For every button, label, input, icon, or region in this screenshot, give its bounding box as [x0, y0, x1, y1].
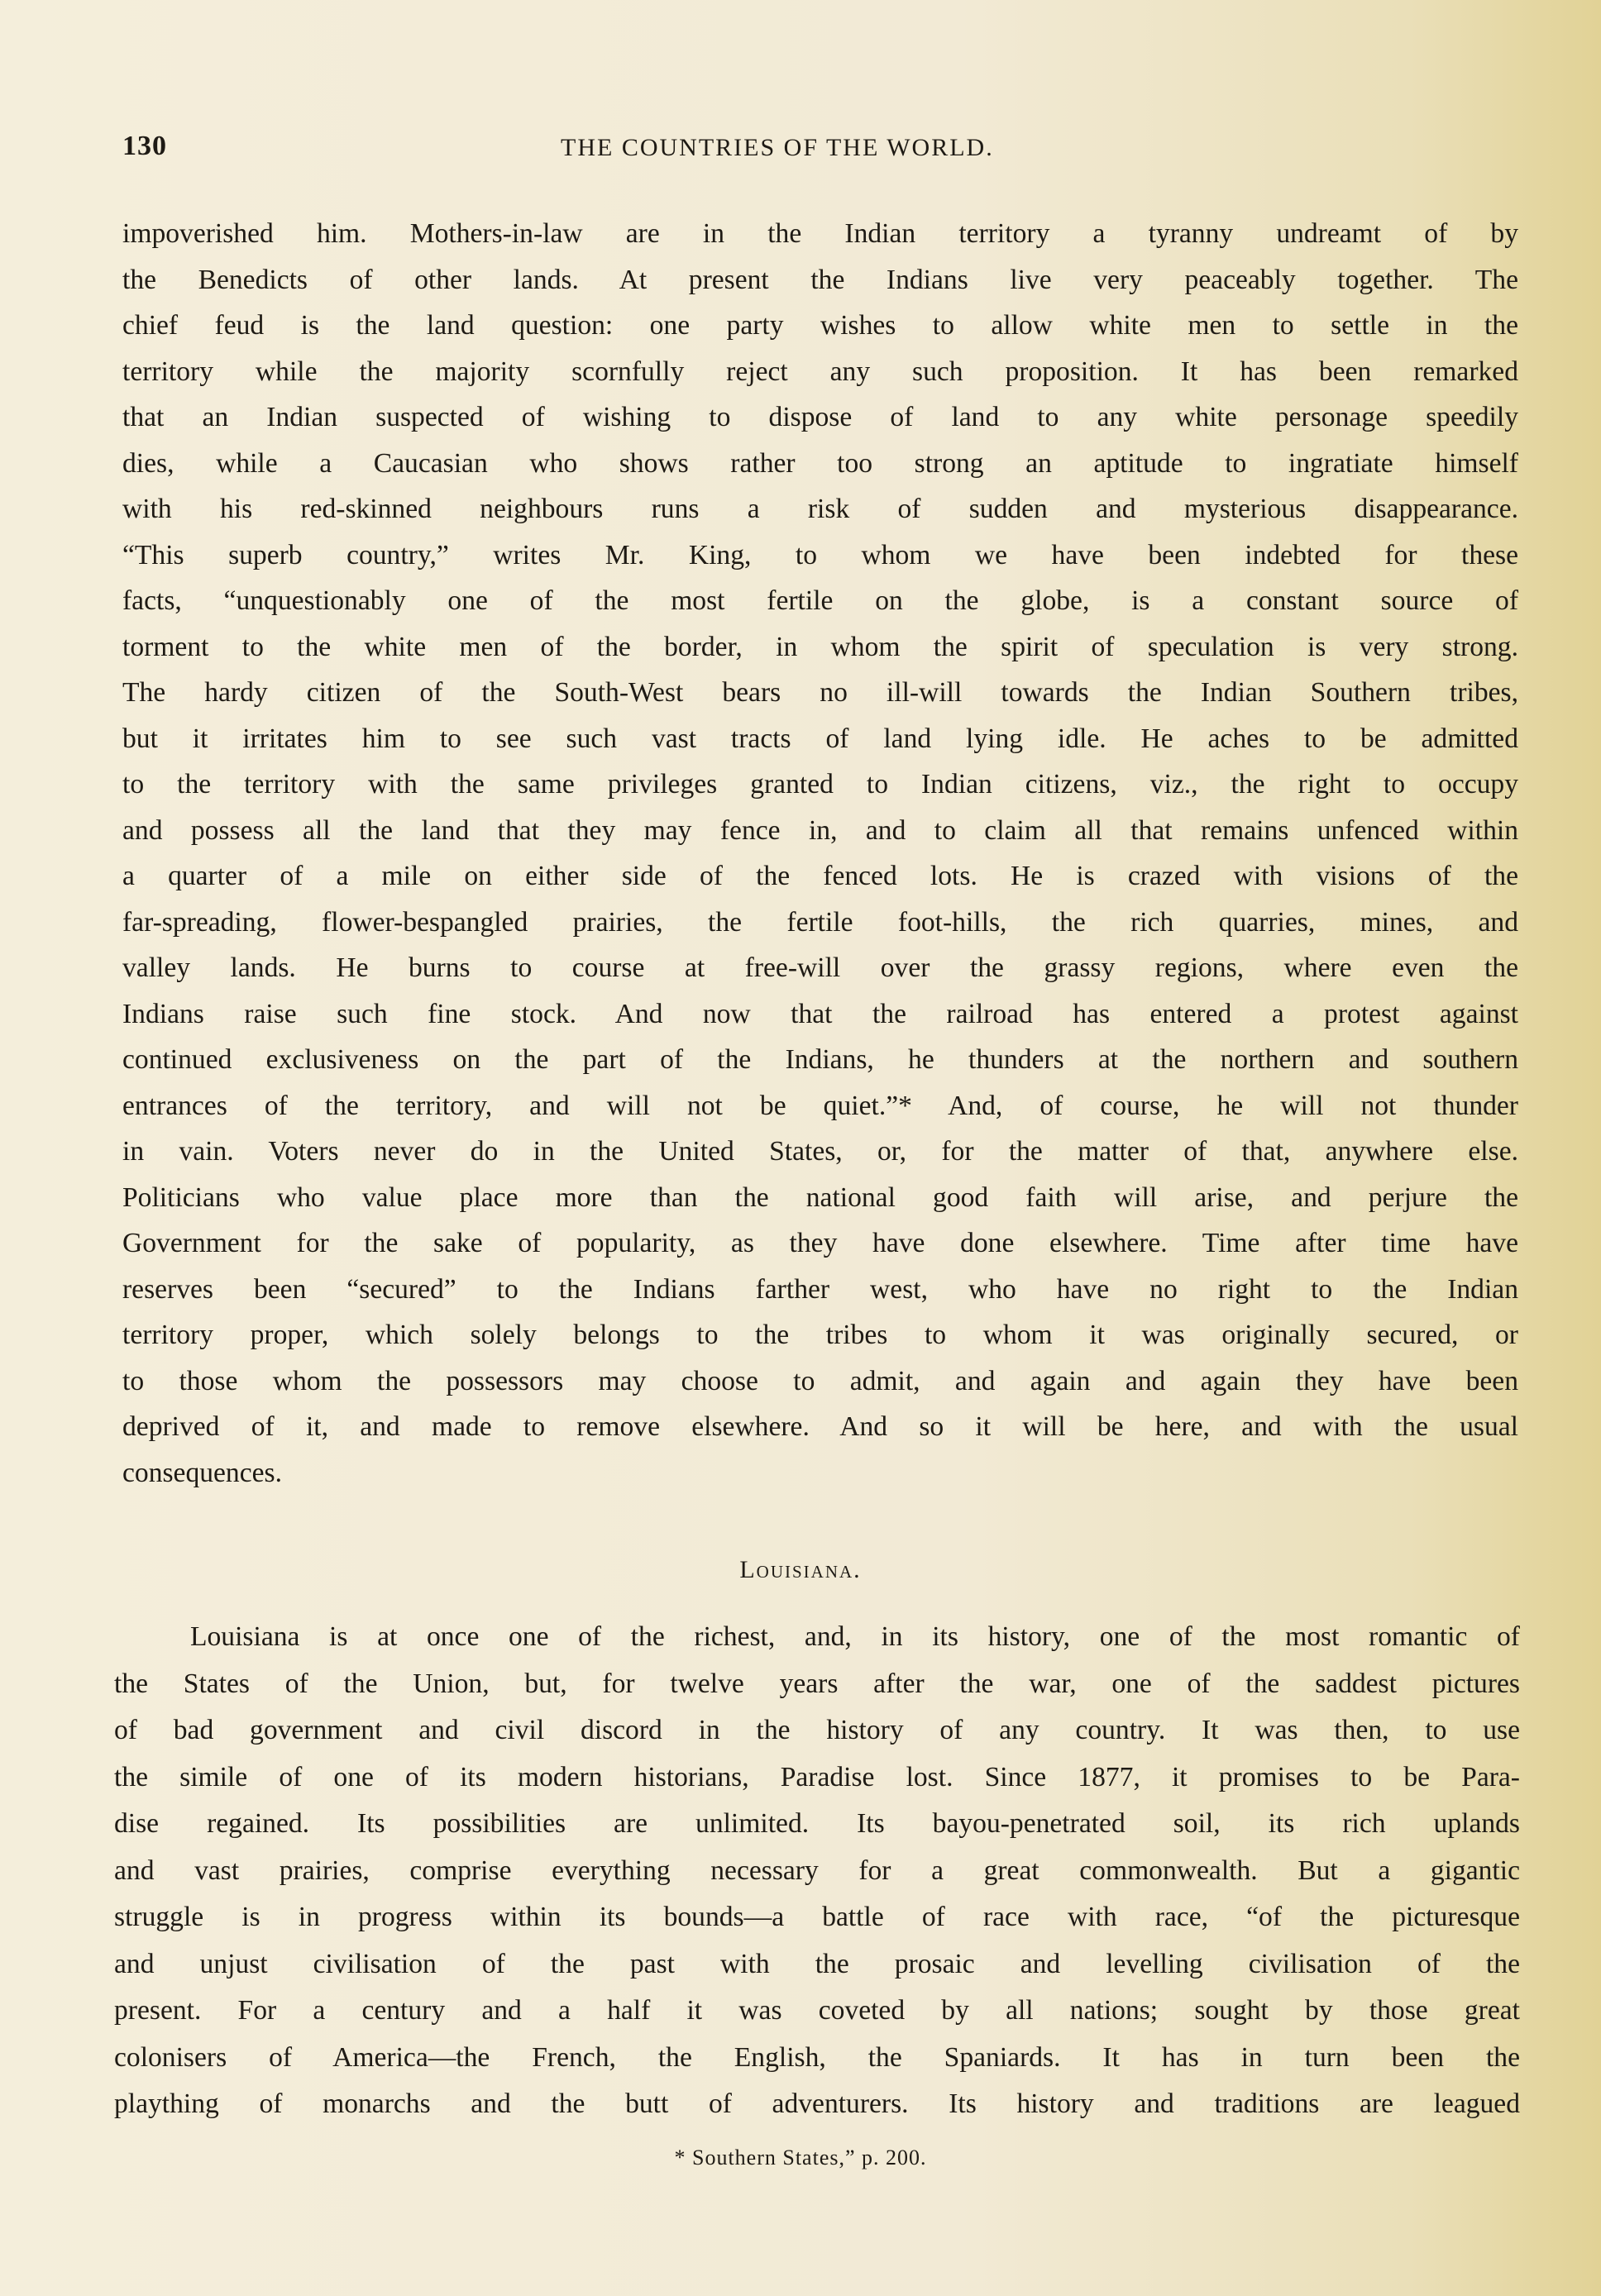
text-line: to the territory with the same privileges granted to Indian citizens, viz., the right to occupy — [122, 769, 1518, 800]
text-line: colonisers of America—the French, the English, the Spaniards. It has in turn been the — [114, 2041, 1520, 2073]
text-line: reserves been “secured” to the Indians farther west, who have no right to the Indian — [122, 1273, 1518, 1305]
text-line: deprived of it, and made to remove elsewhere. And so it will be here, and with the usual — [122, 1411, 1518, 1442]
text-line: Politicians who value place more than the national good faith will arise, and perjure the — [122, 1181, 1518, 1213]
text-line: struggle is in progress within its bounds—a battle of race with race, “of the picturesque — [114, 1902, 1520, 1932]
page-number: 130 — [122, 131, 167, 161]
text-line: that an Indian suspected of wishing to dispose of land to any white personage speedily — [122, 402, 1518, 432]
text-line: Louisiana is at once one of the richest, and, in its history, one of the most romantic of — [190, 1621, 1520, 1652]
text-line: facts, “unquestionably one of the most fertile on the globe, is a constant source of — [122, 585, 1518, 616]
text-line: The hardy citizen of the South-West bears no ill-will towards the Indian Southern tribes, — [122, 677, 1518, 708]
text-line: with his red-skinned neighbours runs a risk of sudden and mysterious disappearance. — [122, 494, 1518, 524]
text-line: consequences. — [122, 1457, 282, 1488]
text-line: present. For a century and a half it was coveted by all nations; sought by those great — [114, 1995, 1520, 2026]
text-line: plaything of monarchs and the butt of adventurers. Its history and traditions are leagued — [114, 2088, 1520, 2119]
section-heading-louisiana: Louisiana. — [739, 1556, 862, 1583]
text-line: valley lands. He burns to course at free-will over the grassy regions, where even the — [122, 952, 1518, 983]
page-header — [122, 131, 1520, 170]
footnote: * Southern States,” p. 200. — [674, 2146, 927, 2170]
text-line: territory while the majority scornfully reject any such proposition. It has been remarked — [122, 356, 1518, 387]
text-line: Government for the sake of popularity, as they have done elsewhere. Time after time have — [122, 1228, 1518, 1258]
text-line: the Benedicts of other lands. At present the Indians live very peaceably together. The — [122, 264, 1518, 295]
text-line: in vain. Voters never do in the United States, or, for the matter of that, anywhere else. — [122, 1136, 1518, 1167]
paragraph-louisiana — [114, 1614, 1520, 2128]
text-line: territory proper, which solely belongs to the tribes to whom it was originally secured, or — [122, 1320, 1518, 1350]
text-line: the States of the Union, but, for twelve years after the war, one of the saddest pictures — [114, 1668, 1520, 1699]
text-line: “This superb country,” writes Mr. King, to whom we have been indebted for these — [122, 539, 1518, 570]
text-line: of bad government and civil discord in the history of any country. It was then, to use — [114, 1715, 1520, 1745]
text-line: the simile of one of its modern historians, Paradise lost. Since 1877, it promises to be Para- — [114, 1761, 1520, 1792]
text-line: to those whom the possessors may choose to admit, and again and again they have been — [122, 1365, 1518, 1396]
text-line: but it irritates him to see such vast tracts of land lying idle. He aches to be admitted — [122, 723, 1518, 754]
text-line: entrances of the territory, and will not be quiet.”* And, of course, he will not thunder — [122, 1090, 1518, 1121]
running-title: THE COUNTRIES OF THE WORLD. — [561, 134, 994, 161]
text-line: dise regained. Its possibilities are unlimited. Its bayou-penetrated soil, its rich uplands — [114, 1808, 1520, 1839]
text-line: and unjust civilisation of the past with the prosaic and levelling civilisation of the — [114, 1948, 1520, 1979]
text-line: continued exclusiveness on the part of the Indians, he thunders at the northern and southern — [122, 1044, 1518, 1075]
text-line: a quarter of a mile on either side of the fenced lots. He is crazed with visions of the — [122, 861, 1518, 891]
text-line: dies, while a Caucasian who shows rather too strong an aptitude to ingratiate himself — [122, 447, 1518, 479]
text-line: impoverished him. Mothers-in-law are in the Indian territory a tyranny undreamt of by — [122, 218, 1518, 249]
text-line: chief feud is the land question: one party wishes to allow white men to settle in the — [122, 310, 1518, 341]
text-line: and vast prairies, comprise everything necessary for a great commonwealth. But a gigantic — [114, 1854, 1520, 1886]
text-line: and possess all the land that they may fence in, and to claim all that remains unfenced within — [122, 814, 1518, 846]
text-line: torment to the white men of the border, in whom the spirit of speculation is very strong. — [122, 631, 1518, 662]
paragraph-indian-territory — [122, 211, 1518, 1496]
text-line: Indians raise such fine stock. And now that the railroad has entered a protest against — [122, 998, 1518, 1029]
text-line: far-spreading, flower-bespangled prairies, the fertile foot-hills, the rich quarries, mines, and — [122, 906, 1518, 938]
